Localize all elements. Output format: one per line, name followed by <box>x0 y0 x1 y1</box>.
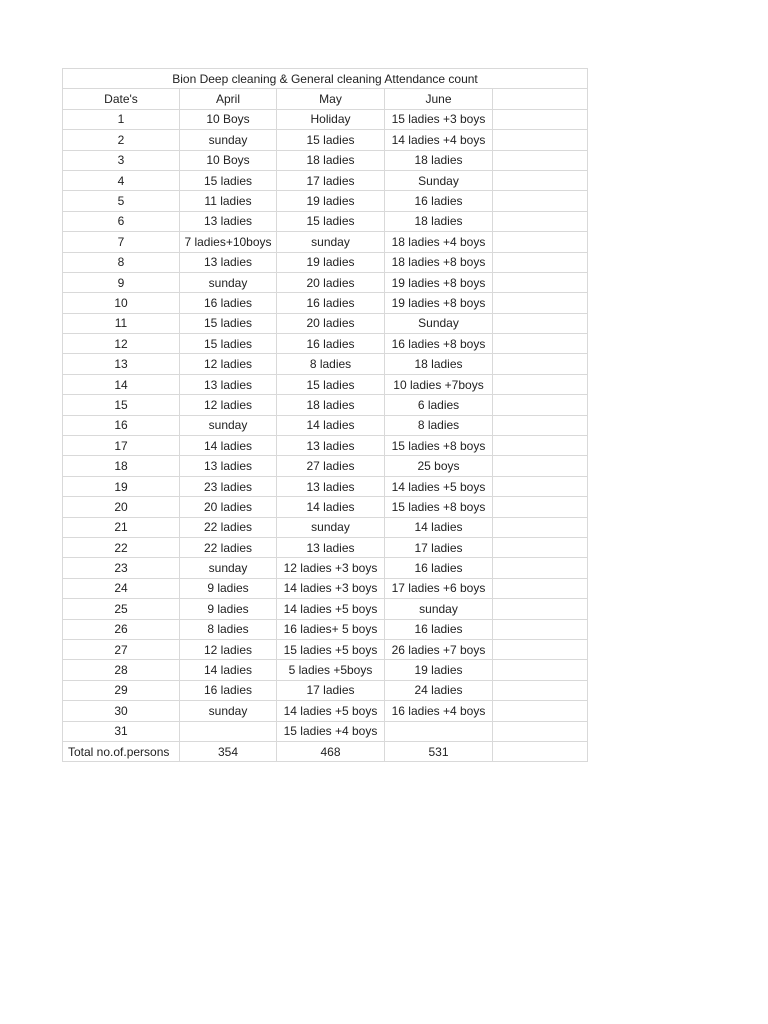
header-june: June <box>385 89 493 109</box>
april-cell: 16 ladies <box>180 293 277 313</box>
date-cell: 9 <box>63 272 180 292</box>
total-row <box>63 741 588 761</box>
table-row <box>63 537 588 557</box>
date-cell: 13 <box>63 354 180 374</box>
empty-cell <box>493 456 588 476</box>
june-cell: sunday <box>385 599 493 619</box>
empty-cell <box>493 232 588 252</box>
date-cell: 11 <box>63 313 180 333</box>
empty-cell <box>493 741 588 761</box>
empty-cell <box>493 170 588 190</box>
april-cell: 14 ladies <box>180 660 277 680</box>
may-cell: 16 ladies <box>277 334 385 354</box>
april-cell: 11 ladies <box>180 191 277 211</box>
date-cell: 25 <box>63 599 180 619</box>
june-cell: 19 ladies <box>385 660 493 680</box>
date-cell: 19 <box>63 476 180 496</box>
empty-cell <box>493 537 588 557</box>
date-cell: 12 <box>63 334 180 354</box>
april-cell: 13 ladies <box>180 456 277 476</box>
may-cell: 20 ladies <box>277 313 385 333</box>
june-cell: 18 ladies +8 boys <box>385 252 493 272</box>
june-cell: 6 ladies <box>385 395 493 415</box>
may-cell: 19 ladies <box>277 252 385 272</box>
date-cell: 17 <box>63 436 180 456</box>
april-cell: 15 ladies <box>180 313 277 333</box>
april-cell: 20 ladies <box>180 497 277 517</box>
may-cell: 15 ladies +5 boys <box>277 639 385 659</box>
june-cell: 8 ladies <box>385 415 493 435</box>
may-cell: 13 ladies <box>277 436 385 456</box>
june-cell: 15 ladies +8 boys <box>385 497 493 517</box>
april-cell: 22 ladies <box>180 537 277 557</box>
june-cell: 15 ladies +3 boys <box>385 109 493 129</box>
may-cell: 16 ladies+ 5 boys <box>277 619 385 639</box>
empty-cell <box>493 130 588 150</box>
april-cell: 10 Boys <box>180 109 277 129</box>
april-cell: 8 ladies <box>180 619 277 639</box>
may-cell: 15 ladies <box>277 130 385 150</box>
table-row <box>63 354 588 374</box>
table-row <box>63 334 588 354</box>
table-row <box>63 232 588 252</box>
may-cell: 17 ladies <box>277 680 385 700</box>
april-cell: sunday <box>180 130 277 150</box>
april-cell: 13 ladies <box>180 252 277 272</box>
table-row <box>63 639 588 659</box>
table-row <box>63 191 588 211</box>
empty-cell <box>493 252 588 272</box>
june-cell: 17 ladies +6 boys <box>385 578 493 598</box>
april-cell: 9 ladies <box>180 599 277 619</box>
empty-cell <box>493 109 588 129</box>
april-cell: sunday <box>180 272 277 292</box>
date-cell: 5 <box>63 191 180 211</box>
empty-cell <box>493 558 588 578</box>
table-row <box>63 395 588 415</box>
empty-cell <box>493 660 588 680</box>
empty-cell <box>493 150 588 170</box>
date-cell: 30 <box>63 701 180 721</box>
date-cell: 28 <box>63 660 180 680</box>
total-may: 468 <box>277 741 385 761</box>
date-cell: 21 <box>63 517 180 537</box>
table-row <box>63 211 588 231</box>
may-cell: 15 ladies <box>277 374 385 394</box>
may-cell: 13 ladies <box>277 537 385 557</box>
date-cell: 3 <box>63 150 180 170</box>
table-row <box>63 619 588 639</box>
may-cell: 16 ladies <box>277 293 385 313</box>
date-cell: 26 <box>63 619 180 639</box>
april-cell: 10 Boys <box>180 150 277 170</box>
empty-cell <box>493 436 588 456</box>
table-row <box>63 252 588 272</box>
header-row <box>63 89 588 109</box>
june-cell: 16 ladies +8 boys <box>385 334 493 354</box>
table-row <box>63 272 588 292</box>
table-row <box>63 130 588 150</box>
may-cell: 17 ladies <box>277 170 385 190</box>
june-cell: 19 ladies +8 boys <box>385 293 493 313</box>
empty-cell <box>493 334 588 354</box>
june-cell: 14 ladies +4 boys <box>385 130 493 150</box>
may-cell: Holiday <box>277 109 385 129</box>
table-row <box>63 293 588 313</box>
june-cell: 18 ladies <box>385 211 493 231</box>
empty-cell <box>493 517 588 537</box>
june-cell: 16 ladies +4 boys <box>385 701 493 721</box>
empty-cell <box>493 578 588 598</box>
june-cell: 10 ladies +7boys <box>385 374 493 394</box>
date-cell: 2 <box>63 130 180 150</box>
empty-cell <box>493 313 588 333</box>
date-cell: 8 <box>63 252 180 272</box>
empty-cell <box>493 191 588 211</box>
april-cell: 23 ladies <box>180 476 277 496</box>
april-cell: sunday <box>180 415 277 435</box>
sheet-title: Bion Deep cleaning & General cleaning Attendance count <box>63 69 588 89</box>
empty-cell <box>493 415 588 435</box>
may-cell: 14 ladies +5 boys <box>277 701 385 721</box>
empty-cell <box>493 619 588 639</box>
date-cell: 10 <box>63 293 180 313</box>
empty-cell <box>493 680 588 700</box>
table-row <box>63 680 588 700</box>
may-cell: 20 ladies <box>277 272 385 292</box>
june-cell: 18 ladies +4 boys <box>385 232 493 252</box>
june-cell: 19 ladies +8 boys <box>385 272 493 292</box>
table-row <box>63 599 588 619</box>
june-cell: 24 ladies <box>385 680 493 700</box>
april-cell: 13 ladies <box>180 374 277 394</box>
june-cell: 15 ladies +8 boys <box>385 436 493 456</box>
total-april: 354 <box>180 741 277 761</box>
april-cell: 15 ladies <box>180 170 277 190</box>
table-row <box>63 476 588 496</box>
june-cell: 18 ladies <box>385 354 493 374</box>
table-row <box>63 558 588 578</box>
april-cell: 9 ladies <box>180 578 277 598</box>
date-cell: 22 <box>63 537 180 557</box>
may-cell: sunday <box>277 517 385 537</box>
april-cell: 15 ladies <box>180 334 277 354</box>
june-cell <box>385 721 493 741</box>
table-row <box>63 660 588 680</box>
may-cell: 18 ladies <box>277 395 385 415</box>
table-row <box>63 374 588 394</box>
may-cell: 14 ladies +3 boys <box>277 578 385 598</box>
attendance-table-body <box>63 69 588 762</box>
may-cell: 13 ladies <box>277 476 385 496</box>
april-cell: sunday <box>180 558 277 578</box>
may-cell: 15 ladies <box>277 211 385 231</box>
header-april: April <box>180 89 277 109</box>
may-cell: 14 ladies +5 boys <box>277 599 385 619</box>
attendance-table <box>62 68 588 762</box>
may-cell: 8 ladies <box>277 354 385 374</box>
empty-cell <box>493 272 588 292</box>
june-cell: 16 ladies <box>385 558 493 578</box>
table-row <box>63 436 588 456</box>
empty-cell <box>493 497 588 517</box>
date-cell: 27 <box>63 639 180 659</box>
date-cell: 16 <box>63 415 180 435</box>
may-cell: 15 ladies +4 boys <box>277 721 385 741</box>
june-cell: 26 ladies +7 boys <box>385 639 493 659</box>
empty-cell <box>493 89 588 109</box>
date-cell: 29 <box>63 680 180 700</box>
may-cell: sunday <box>277 232 385 252</box>
empty-cell <box>493 721 588 741</box>
empty-cell <box>493 211 588 231</box>
april-cell: 22 ladies <box>180 517 277 537</box>
april-cell: 16 ladies <box>180 680 277 700</box>
april-cell: 12 ladies <box>180 639 277 659</box>
total-label: Total no.of.persons <box>63 741 180 761</box>
table-row <box>63 415 588 435</box>
date-cell: 24 <box>63 578 180 598</box>
title-row <box>63 69 588 89</box>
may-cell: 14 ladies <box>277 415 385 435</box>
may-cell: 27 ladies <box>277 456 385 476</box>
table-row <box>63 517 588 537</box>
date-cell: 31 <box>63 721 180 741</box>
june-cell: 16 ladies <box>385 619 493 639</box>
date-cell: 4 <box>63 170 180 190</box>
april-cell: 14 ladies <box>180 436 277 456</box>
date-cell: 14 <box>63 374 180 394</box>
date-cell: 1 <box>63 109 180 129</box>
april-cell: 7 ladies+10boys <box>180 232 277 252</box>
empty-cell <box>493 599 588 619</box>
empty-cell <box>493 476 588 496</box>
april-cell: sunday <box>180 701 277 721</box>
june-cell: Sunday <box>385 313 493 333</box>
empty-cell <box>493 354 588 374</box>
date-cell: 7 <box>63 232 180 252</box>
may-cell: 12 ladies +3 boys <box>277 558 385 578</box>
empty-cell <box>493 293 588 313</box>
date-cell: 15 <box>63 395 180 415</box>
table-row <box>63 456 588 476</box>
april-cell: 12 ladies <box>180 395 277 415</box>
may-cell: 18 ladies <box>277 150 385 170</box>
june-cell: 25 boys <box>385 456 493 476</box>
table-row <box>63 701 588 721</box>
may-cell: 5 ladies +5boys <box>277 660 385 680</box>
table-row <box>63 497 588 517</box>
june-cell: 18 ladies <box>385 150 493 170</box>
table-row <box>63 313 588 333</box>
april-cell: 13 ladies <box>180 211 277 231</box>
header-dates: Date's <box>63 89 180 109</box>
april-cell <box>180 721 277 741</box>
date-cell: 23 <box>63 558 180 578</box>
header-may: May <box>277 89 385 109</box>
date-cell: 20 <box>63 497 180 517</box>
table-row <box>63 109 588 129</box>
empty-cell <box>493 395 588 415</box>
june-cell: 14 ladies <box>385 517 493 537</box>
empty-cell <box>493 701 588 721</box>
april-cell: 12 ladies <box>180 354 277 374</box>
june-cell: 17 ladies <box>385 537 493 557</box>
june-cell: 14 ladies +5 boys <box>385 476 493 496</box>
table-row <box>63 578 588 598</box>
date-cell: 18 <box>63 456 180 476</box>
may-cell: 14 ladies <box>277 497 385 517</box>
may-cell: 19 ladies <box>277 191 385 211</box>
table-row <box>63 170 588 190</box>
total-june: 531 <box>385 741 493 761</box>
date-cell: 6 <box>63 211 180 231</box>
june-cell: Sunday <box>385 170 493 190</box>
empty-cell <box>493 374 588 394</box>
empty-cell <box>493 639 588 659</box>
table-row <box>63 150 588 170</box>
june-cell: 16 ladies <box>385 191 493 211</box>
table-row <box>63 721 588 741</box>
